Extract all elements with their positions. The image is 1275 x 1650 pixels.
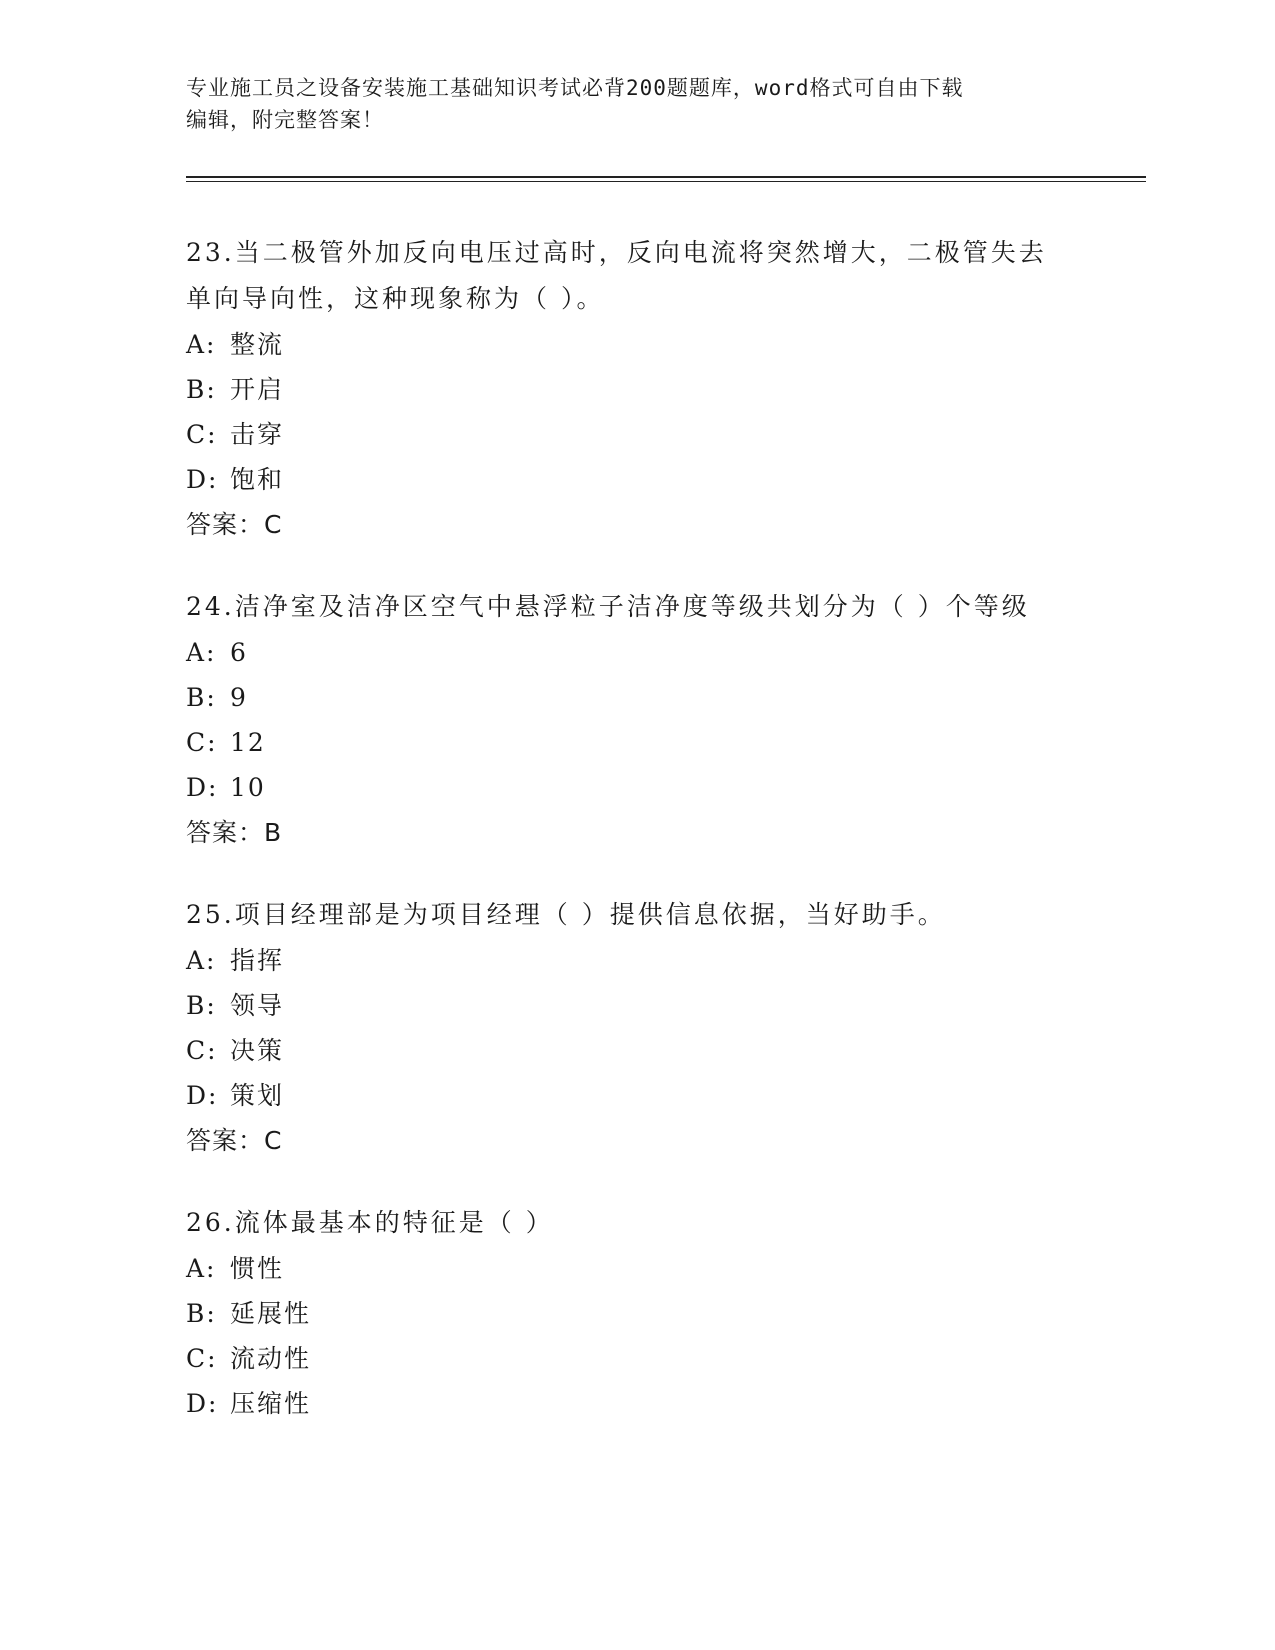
option-b <box>186 1291 1146 1336</box>
header-divider-thin <box>186 181 1146 182</box>
option-b <box>186 983 1146 1028</box>
option-a <box>186 630 1146 675</box>
question-stem-line-1: 23.当二极管外加反向电压过高时，反向电流将突然增大，二极管失去 <box>186 238 1047 267</box>
option-letter: C: <box>186 1344 218 1373</box>
option-letter: A: <box>186 330 217 359</box>
option-text: 击穿 <box>230 420 285 449</box>
option-text: 饱和 <box>230 465 285 494</box>
option-a <box>186 938 1146 983</box>
answer-line: 答案：B <box>186 818 283 847</box>
question-23 <box>186 230 1146 548</box>
option-a <box>186 1246 1146 1291</box>
question-25 <box>186 892 1146 1164</box>
option-d <box>186 457 1146 502</box>
option-c <box>186 720 1146 765</box>
option-text: 12 <box>230 728 266 757</box>
header-title-line-2: 编辑，附完整答案！ <box>186 108 384 132</box>
option-text: 10 <box>230 773 266 802</box>
header-title-line-1: 专业施工员之设备安装施工基础知识考试必背200题题库，word格式可自由下载 <box>186 76 964 100</box>
question-stem-line-2: 单向导向性，这种现象称为（ ）。 <box>186 284 605 313</box>
question-stem-line-1: 24.洁净室及洁净区空气中悬浮粒子洁净度等级共划分为（ ）个等级 <box>186 592 1030 621</box>
option-text: 9 <box>230 683 248 712</box>
option-text: 领导 <box>230 991 285 1020</box>
option-letter: C: <box>186 1036 218 1065</box>
question-26 <box>186 1200 1146 1426</box>
option-d <box>186 1073 1146 1118</box>
question-24 <box>186 584 1146 856</box>
option-text: 整流 <box>230 330 285 359</box>
option-letter: D: <box>186 1389 219 1418</box>
option-c <box>186 1336 1146 1381</box>
option-text: 开启 <box>230 375 285 404</box>
option-c <box>186 412 1146 457</box>
option-c <box>186 1028 1146 1073</box>
answer-line: 答案：C <box>186 510 283 539</box>
option-letter: C: <box>186 420 218 449</box>
option-letter: A: <box>186 638 217 667</box>
option-text: 延展性 <box>230 1299 312 1328</box>
option-letter: D: <box>186 465 219 494</box>
question-list <box>186 230 1146 1462</box>
option-letter: B: <box>186 683 217 712</box>
option-b <box>186 367 1146 412</box>
option-letter: B: <box>186 991 217 1020</box>
question-stem-line-1: 26.流体最基本的特征是（ ） <box>186 1208 554 1237</box>
option-b <box>186 675 1146 720</box>
option-letter: A: <box>186 1254 217 1283</box>
option-text: 流动性 <box>230 1344 312 1373</box>
option-letter: B: <box>186 375 217 404</box>
answer-line: 答案：C <box>186 1126 283 1155</box>
header-divider-thick <box>186 176 1146 178</box>
question-stem-line-1: 25.项目经理部是为项目经理（ ）提供信息依据，当好助手。 <box>186 900 946 929</box>
option-d <box>186 765 1146 810</box>
option-a <box>186 322 1146 367</box>
option-letter: D: <box>186 1081 219 1110</box>
option-text: 指挥 <box>230 946 285 975</box>
document-header <box>186 72 1066 136</box>
option-letter: B: <box>186 1299 217 1328</box>
option-text: 6 <box>230 638 248 667</box>
option-d <box>186 1381 1146 1426</box>
option-text: 惯性 <box>230 1254 285 1283</box>
option-text: 压缩性 <box>230 1389 312 1418</box>
option-letter: A: <box>186 946 217 975</box>
option-letter: D: <box>186 773 219 802</box>
option-letter: C: <box>186 728 218 757</box>
option-text: 策划 <box>230 1081 285 1110</box>
option-text: 决策 <box>230 1036 285 1065</box>
